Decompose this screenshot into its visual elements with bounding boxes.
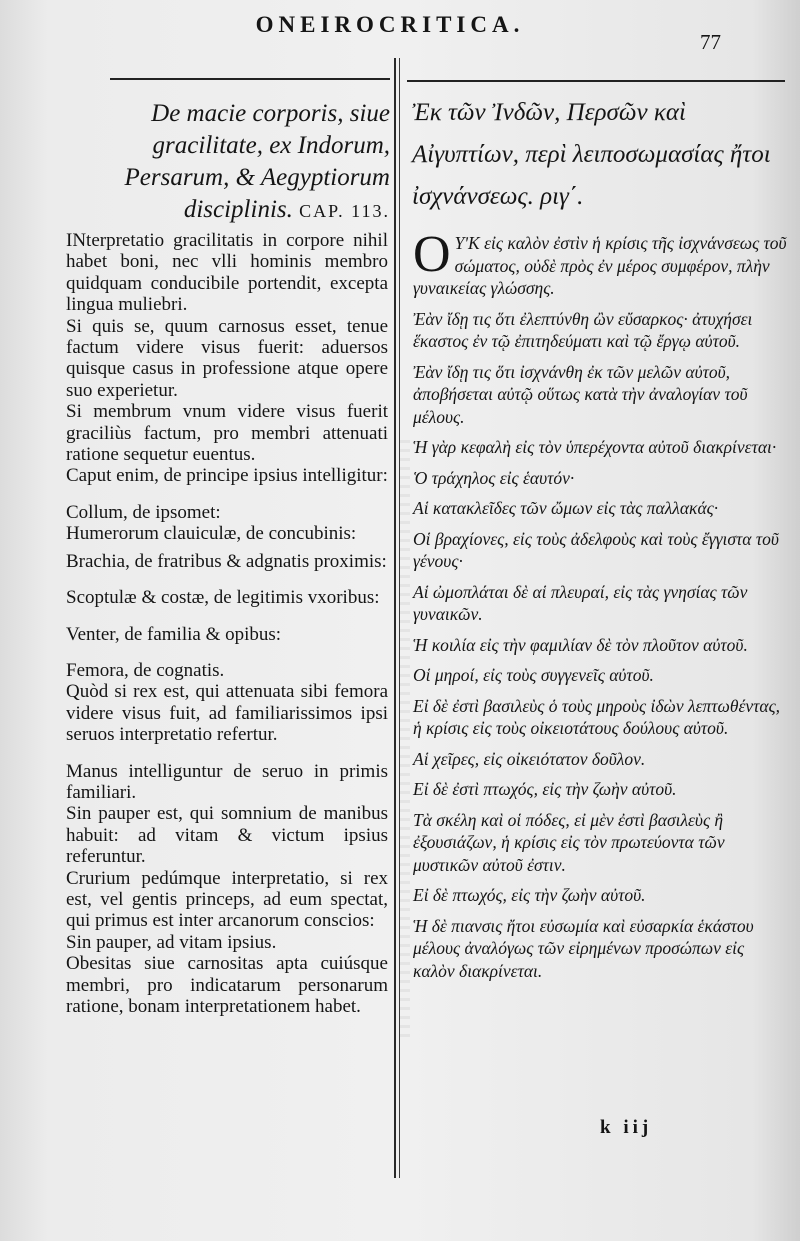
latin-paragraph: Caput enim, de principe ipsius intelligitur:	[66, 465, 388, 487]
greek-chapter-heading: Ἐκ τῶν Ἰνδῶν, Περσῶν καὶ Αἰγυπτίων, περὶ λειποσωμασίας ἤτοι ἰσχνάνσεως. ριγ΄.	[412, 99, 771, 210]
greek-paragraph: Οἱ μηροί, εἰς τοὺς συγγενεῖς αὐτοῦ.	[413, 665, 654, 685]
latin-paragraph: Collum, de ipsomet:	[66, 501, 221, 523]
greek-paragraph: Αἱ χεῖρες, εἰς οἰκειότατον δοῦλον.	[413, 748, 646, 769]
column-divider	[394, 58, 396, 1178]
latin-paragraph: Crurium pedúmque interpretatio, si rex est, vel gentis princeps, ad eum spectat, qui primus est inter arcanorum conscios:	[66, 867, 388, 932]
greek-paragraph: Εἰ δὲ ἐστὶ πτωχός, εἰς τὴν ζωὴν αὐτοῦ.	[413, 779, 677, 799]
latin-paragraph: Si quis se, quum carnosus esset, tenue factum videre visus fuerit: aduersos quisque casus in professione atque opere suo experietur.	[66, 315, 388, 401]
greek-paragraph: Οἱ βραχίονες, εἰς τοὺς ἀδελφοὺς καὶ τοὺς ἔγγιστα τοῦ γένους·	[413, 528, 779, 571]
greek-paragraph: Ἡ γὰρ κεφαλὴ εἰς τὸν ὑπερέχοντα αὐτοῦ διακρίνεται·	[413, 437, 777, 457]
running-title: ONEIROCRITICA.	[255, 12, 525, 37]
latin-paragraph: Quòd si rex est, qui attenuata sibi femora videre visus fuit, ad familiarissimos ipsi seruos interpretatio refertur.	[66, 681, 388, 746]
greek-paragraph: Τὰ σκέλη καὶ οἱ πόδες, εἰ μὲν ἐστὶ βασιλεὺς ἢ ἐξουσιάζων, ἡ κρίσις εἰς τὸν πρωτεύοντα τῶν μυστικῶν αὐτοῦ ἐστιν.	[413, 809, 725, 875]
latin-paragraph: Manus intelliguntur de seruo in primis familiari.	[66, 760, 388, 803]
greek-paragraph: Ὁ τράχηλος εἰς ἑαυτόν·	[413, 467, 575, 488]
latin-paragraph: Sin pauper, ad vitam ipsius.	[66, 931, 277, 953]
greek-paragraph: Εἰ δὲ ἐστὶ βασιλεὺς ὁ τοὺς μηροὺς ἰδὼν λεπτωθέντας, ἡ κρίσις εἰς τοὺς οἰκειοτάτους δούλους αὐτοῦ.	[413, 695, 781, 738]
chapter-number: CAP. 113.	[299, 201, 390, 221]
page-number: 77	[700, 30, 721, 54]
greek-paragraph: Εἰ δὲ πτωχός, εἰς τὴν ζωὴν αὐτοῦ.	[413, 885, 646, 905]
latin-paragraph: Brachia, de fratribus & adgnatis proximis:	[66, 550, 387, 572]
left-header-rule	[110, 78, 390, 80]
greek-paragraph: Ἐὰν ἴδῃ τις ὅτι ἐλεπτύνθη ὢν εὔσαρκος· ἀτυχήσει ἕκαστος ἐν τῷ ἐπιτηδεύματι καὶ τῷ ἔργῳ αὐτοῦ.	[413, 308, 753, 351]
greek-paragraph: Ἡ δὲ πιανσις ἤτοι εὐσωμία καὶ εὐσαρκία ἑκάστου μέλους ἀναλόγως τῶν εἰρημένων προσώπων εἰς καλὸν διακρίνεται.	[413, 915, 754, 981]
latin-paragraph: Obesitas siue carnositas apta cuiúsque membri, pro indicatarum personarum ratione, bonam interpretationem habet.	[66, 953, 388, 1017]
greek-paragraph: Ἡ κοιλία εἰς τὴν φαμιλίαν δὲ τὸν πλοῦτον αὐτοῦ.	[413, 634, 748, 655]
greek-paragraph-text: ΥʹΚ εἰς καλὸν ἐστὶν ἡ κρίσις τῆς ἰσχνάνσεως τοῦ σώματος, οὐδὲ πρὸς ἐν μέρος συμφέρον, πλὴν γυναικείας γλώσσης.	[413, 233, 787, 298]
latin-paragraph: Scoptulæ & costæ, de legitimis vxoribus:	[66, 587, 380, 609]
latin-paragraph: Humerorum clauiculæ, de concubinis:	[66, 523, 357, 545]
latin-chapter-heading	[65, 98, 390, 227]
drop-cap-initial: O	[413, 226, 451, 283]
show-through-texture	[400, 440, 410, 1040]
greek-paragraph	[413, 226, 787, 300]
greek-column	[413, 226, 787, 990]
latin-paragraph: Venter, de familia & opibus:	[66, 623, 282, 645]
latin-heading-text: De macie corporis, siue gracilitate, ex Indorum, Persarum, & Aegyptiorum disciplinis.	[124, 100, 390, 223]
greek-paragraph: Ἐὰν ἴδῃ τις ὅτι ἰσχνάνθη ἐκ τῶν μελῶν αὐτοῦ, ἀποβήσεται αὐτῷ οὕτως κατὰ τὴν ἀναλογίαν τοῦ μέλους.	[413, 361, 748, 427]
latin-paragraph: Si membrum vnum videre visus fuerit graciliùs factum, pro membri attenuati ratione sequetur euentus.	[66, 401, 388, 466]
latin-paragraph: INterpretatio gracilitatis in corpore nihil habet boni, nec vlli hominis membro quidquam conducibile portendit, excepta lingua muliebri.	[66, 230, 388, 316]
latin-paragraph: Sin pauper est, qui somnium de manibus habuit: ad vitam & victum ipsius referuntur.	[66, 803, 388, 868]
greek-paragraph: Αἱ κατακλεῖδες τῶν ὤμων εἰς τὰς παλλακάς·	[413, 498, 719, 518]
latin-paragraph: Femora, de cognatis.	[66, 659, 225, 681]
signature-mark: k iij	[600, 1117, 653, 1138]
greek-paragraph: Αἱ ὠμοπλάται δὲ αἱ πλευραί, εἰς τὰς γνησίας τῶν γυναικῶν.	[413, 581, 748, 624]
right-header-rule	[407, 80, 785, 82]
latin-column	[66, 230, 388, 1017]
